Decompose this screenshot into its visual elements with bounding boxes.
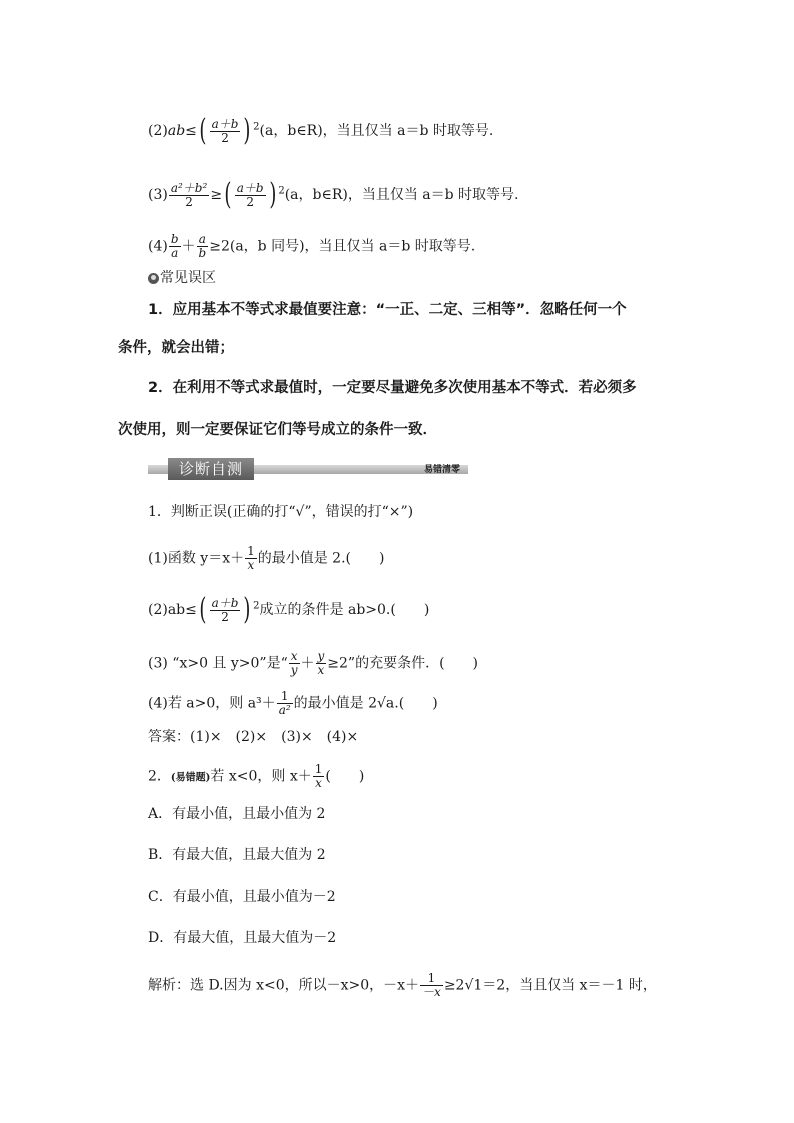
section-banner — [148, 458, 468, 480]
question-1-1: (1)函数 y＝x＋ $\frac{1}{x}$ 的最小值是 2.( ) — [148, 544, 385, 572]
banner-title: 诊断自测 — [168, 458, 254, 480]
mistake-1-line-2: 条件，就会出错； — [118, 340, 234, 356]
question-1-4: (4)若 a>0，则 a³＋ $\frac{1}{\text{a²}}$ 的最小值是 2√a.( ) — [148, 689, 438, 717]
solution-line: 解析：选 D.因为 x<0，所以－x>0，－x＋ $\frac{1}{-x}$ ≥2√1＝2，当且仅当 x＝－1 时， — [148, 971, 657, 999]
mistake-2-line-1: 2．在利用不等式求最值时，一定要尽量避免多次使用基本不等式．若必须多 — [148, 380, 637, 396]
question-2-tag: (易错题) — [170, 772, 211, 784]
question-1-answer: 答案：(1)× (2)× (3)× (4)× — [148, 729, 359, 745]
question-2-stem: 2．(易错题)若 x<0，则 x＋ $\frac{1}{x}$ ( ) — [148, 762, 365, 790]
mistakes-heading: 常见误区 — [148, 268, 216, 288]
option-a: A．有最小值，且最小值为 2 — [148, 806, 326, 822]
formula-item-2: (2)ab≤( $\frac{a+b}{2}$ ) $^2$(a，b∈R)，当且仅当 a＝b 时取等号. — [148, 113, 494, 148]
mistake-2-line-2: 次使用，则一定要保证它们等号成立的条件一致． — [118, 422, 437, 438]
mistake-1-line-1: 1．应用基本不等式求最值要注意：“一正、二定、三相等”．忽略任何一个 — [148, 302, 627, 318]
formula-item-4: (4) $\frac{b}{a}$ ＋ $\frac{a}{b}$ ≥2(a，b 同号)，当且仅当 a＝b 时取等号. — [148, 232, 476, 260]
option-d: D．有最大值，且最大值为－2 — [148, 930, 337, 946]
bulb-icon — [148, 273, 159, 284]
question-1-2: (2)ab≤( $\frac{a+b}{2}$ ) $^2$成立的条件是 ab>0.( ) — [148, 592, 430, 627]
question-1-3: (3) “x>0 且 y>0”是“ $\frac{x}{y}$ ＋ $\frac{y}{x}$ ≥2”的充要条件．( ) — [148, 649, 479, 677]
option-c: C．有最小值，且最小值为－2 — [148, 889, 336, 905]
question-1-stem: 1．判断正误(正确的打“√”，错误的打“×”) — [148, 504, 414, 520]
formula-item-3: (3) $\frac{\text{a²＋b²}}{2}$ ≥( $\frac{a+b}{2}$ ) $^2$(a，b∈R)，当且仅当 a＝b 时取等号. — [148, 177, 519, 212]
option-b: B．有最大值，且最大值为 2 — [148, 847, 326, 863]
banner-tag: 易错清零 — [423, 465, 460, 475]
